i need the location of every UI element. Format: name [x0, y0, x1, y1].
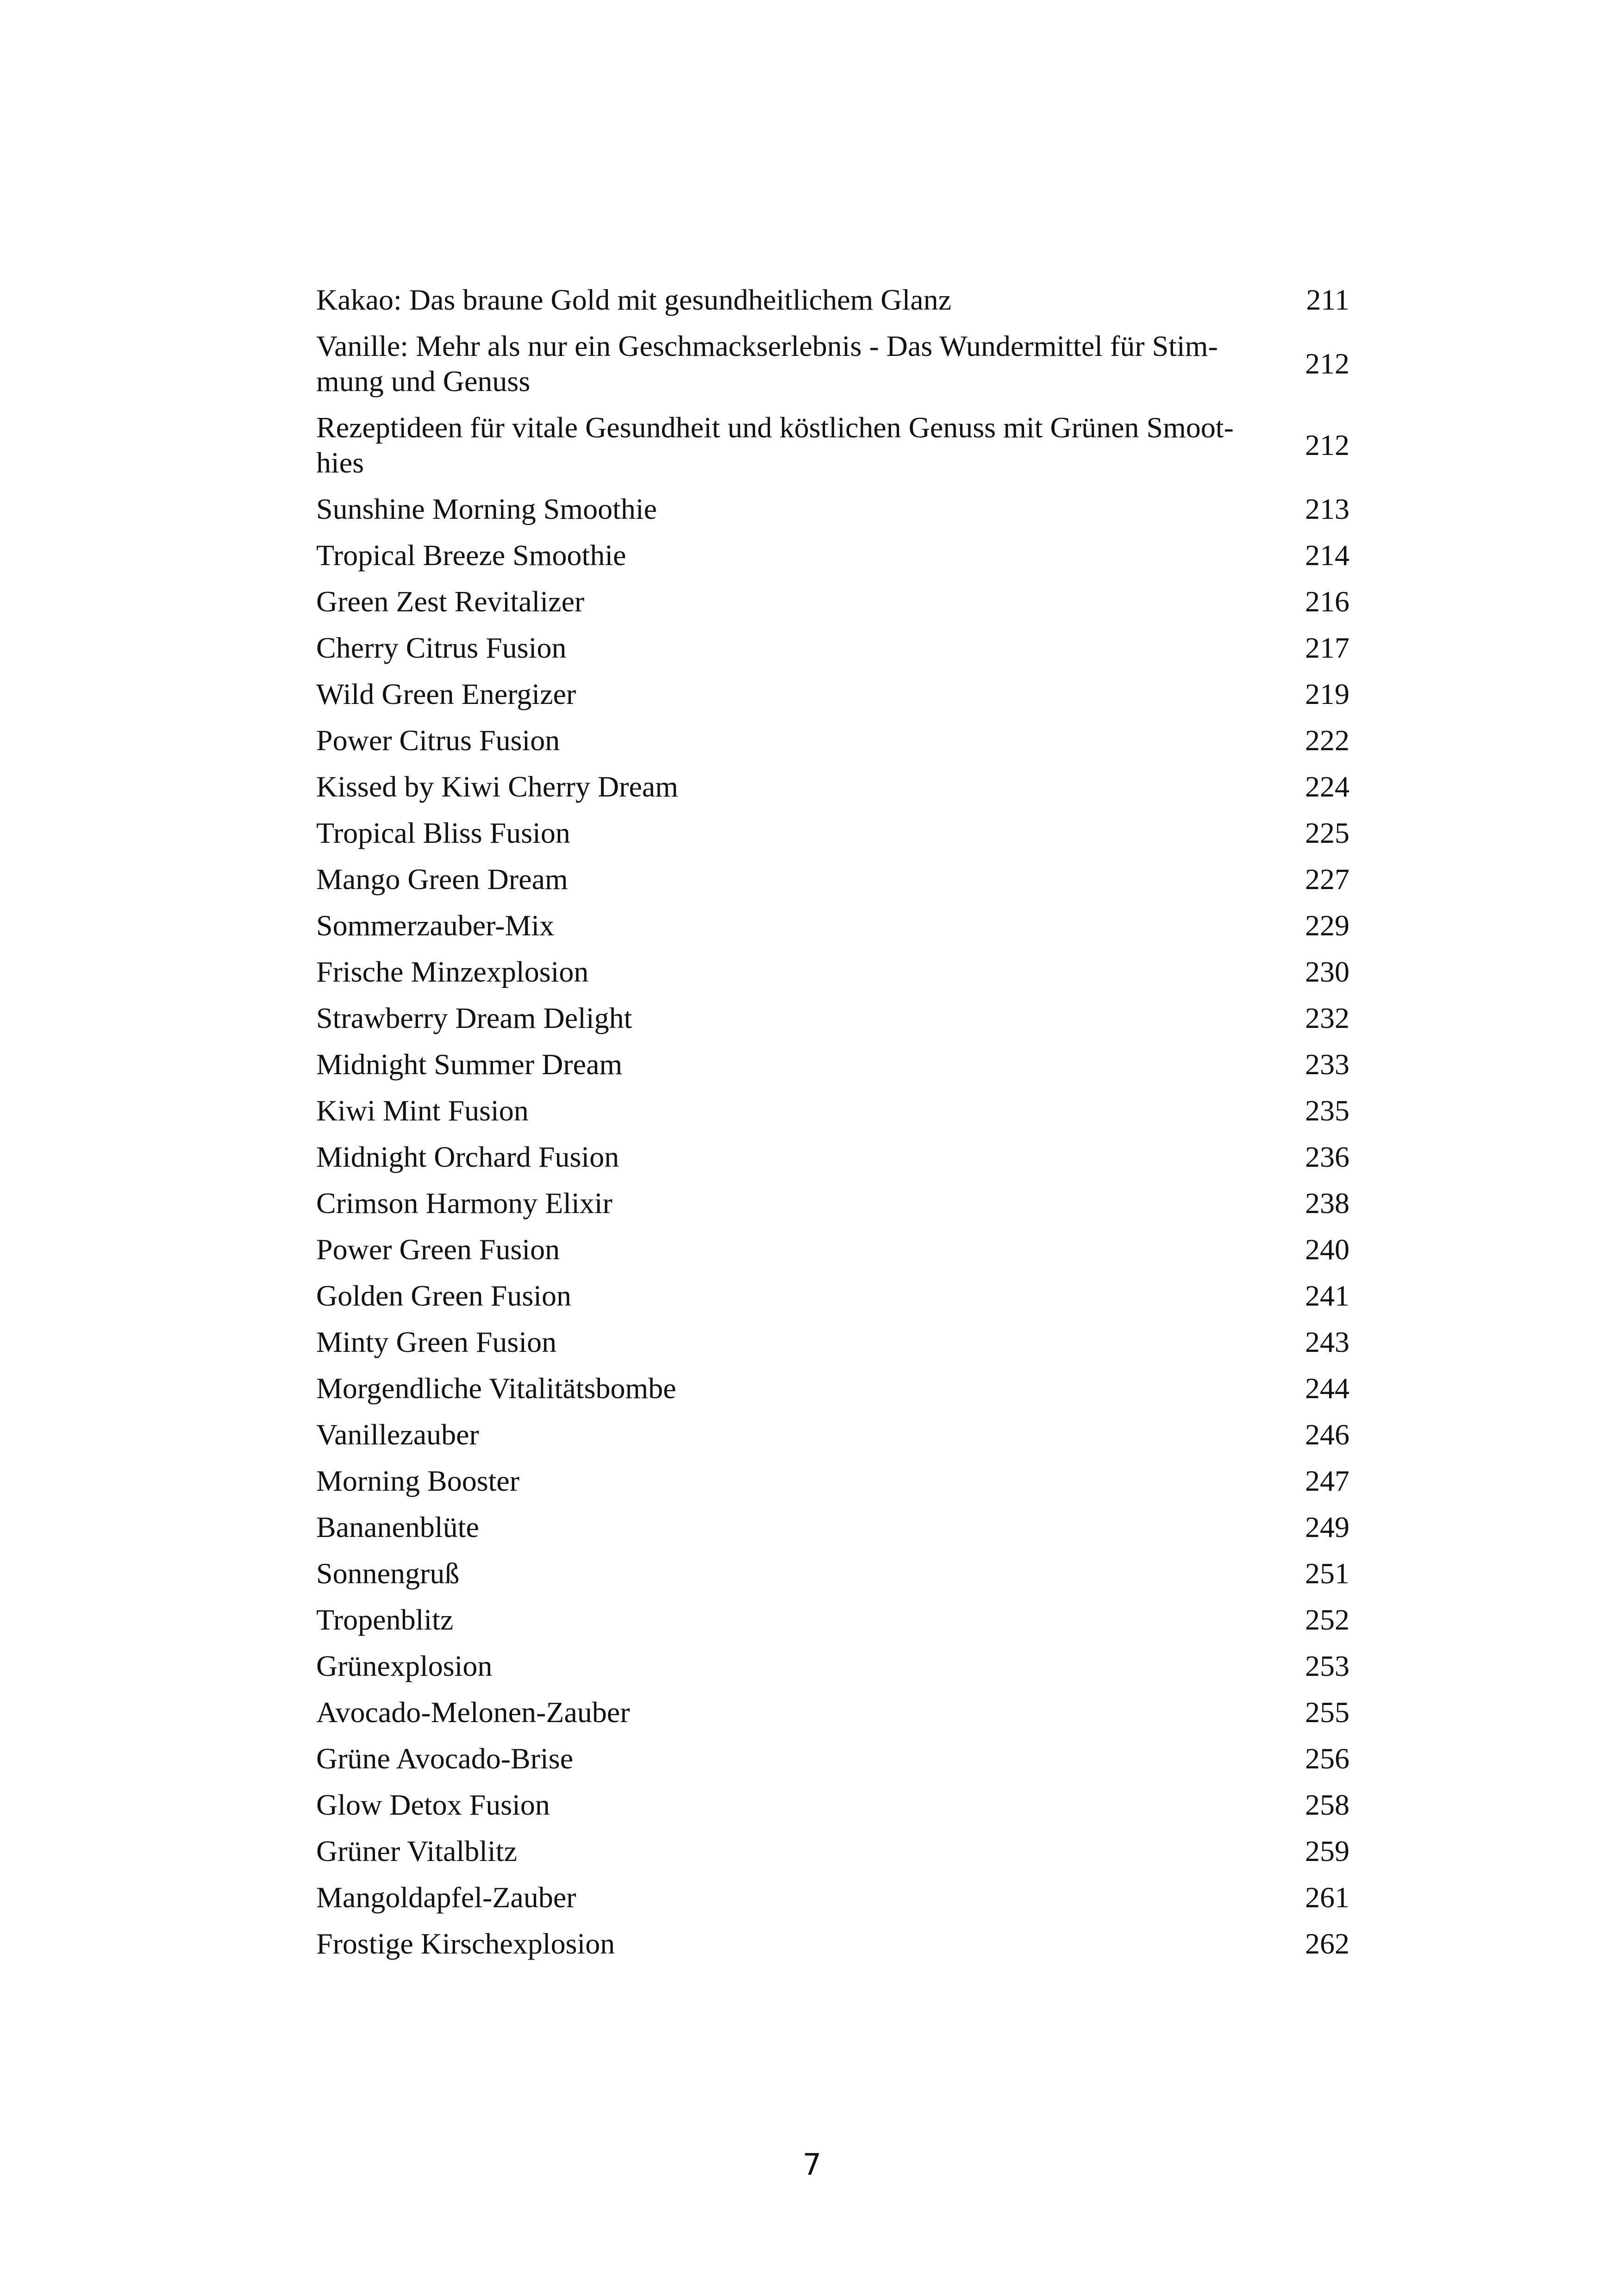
- toc-entry-title: Cherry Citrus Fusion: [316, 631, 567, 664]
- toc-entry[interactable]: [316, 532, 1349, 579]
- page-number: 7: [802, 2148, 822, 2182]
- toc-entry[interactable]: [316, 1041, 1349, 1088]
- toc-entry[interactable]: [316, 277, 1349, 323]
- toc-entry-page: 213: [1305, 492, 1349, 525]
- toc-entry[interactable]: [316, 1226, 1349, 1273]
- toc-entry-page: 251: [1305, 1557, 1349, 1590]
- toc-entry-title: Sunshine Morning Smoothie: [316, 492, 657, 525]
- toc-entry[interactable]: [316, 1504, 1349, 1550]
- toc-entry[interactable]: [316, 1643, 1349, 1689]
- toc-entry[interactable]: [316, 1273, 1349, 1319]
- toc-entry[interactable]: [316, 1180, 1349, 1226]
- toc-entry-page: 225: [1305, 816, 1349, 849]
- toc-entry-title: Crimson Harmony Elixir: [316, 1187, 612, 1220]
- toc-entry-page: 244: [1305, 1372, 1349, 1405]
- toc-entry-page: 219: [1305, 678, 1349, 710]
- toc-entry-page: 230: [1305, 955, 1349, 988]
- toc-entry-title: Sommerzauber-Mix: [316, 909, 555, 942]
- toc-entry-page: 212: [1305, 429, 1349, 461]
- toc-entry-page: 227: [1305, 863, 1349, 896]
- toc-entry-page: 222: [1305, 724, 1349, 757]
- toc-entry[interactable]: [316, 486, 1349, 532]
- toc-entry-title: Vanille: Mehr als nur ein Geschmackserlebnis - Das Wundermittel für Stim- mung und Genuss: [316, 330, 1218, 398]
- toc-entry-title: Tropical Bliss Fusion: [316, 816, 570, 849]
- toc-entry-page: 262: [1305, 1927, 1349, 1960]
- toc-entry[interactable]: [316, 1365, 1349, 1412]
- toc-entry-page: 229: [1305, 909, 1349, 942]
- toc-entry[interactable]: [316, 1458, 1349, 1504]
- toc-entry-page: 236: [1305, 1140, 1349, 1173]
- toc-entry-page: 253: [1305, 1649, 1349, 1682]
- toc-entry-page: 211: [1306, 283, 1349, 316]
- toc-entry-title: Tropical Breeze Smoothie: [316, 539, 626, 572]
- toc-entry-page: 256: [1305, 1742, 1349, 1775]
- toc-entry-page: 241: [1305, 1279, 1349, 1312]
- table-of-contents: [316, 277, 1349, 1967]
- toc-entry[interactable]: [316, 810, 1349, 856]
- toc-entry[interactable]: [316, 1689, 1349, 1736]
- toc-entry[interactable]: [316, 1921, 1349, 1967]
- toc-entry-page: 214: [1305, 539, 1349, 572]
- toc-entry-title: Vanillezauber: [316, 1418, 479, 1451]
- toc-entry-title: Midnight Summer Dream: [316, 1048, 623, 1081]
- toc-entry-page: 224: [1305, 770, 1349, 803]
- toc-entry[interactable]: [316, 1319, 1349, 1365]
- toc-entry[interactable]: [316, 1736, 1349, 1782]
- toc-entry-title: Morgendliche Vitalitätsbombe: [316, 1372, 676, 1405]
- toc-entry-title: Tropenblitz: [316, 1603, 454, 1636]
- toc-entry-title: Golden Green Fusion: [316, 1279, 572, 1312]
- toc-entry[interactable]: [316, 856, 1349, 902]
- toc-entry-title: Rezeptideen für vitale Gesundheit und köstlichen Genuss mit Grünen Smoot- hies: [316, 411, 1234, 479]
- toc-entry-title: Power Green Fusion: [316, 1233, 560, 1266]
- toc-entry-title: Power Citrus Fusion: [316, 724, 560, 757]
- toc-entry[interactable]: [316, 1874, 1349, 1921]
- toc-entry-title: Glow Detox Fusion: [316, 1788, 550, 1821]
- toc-entry-title: Sonnengruß: [316, 1557, 460, 1590]
- toc-entry-page: 247: [1305, 1464, 1349, 1497]
- toc-entry-title: Kiwi Mint Fusion: [316, 1094, 529, 1127]
- toc-entry[interactable]: [316, 1088, 1349, 1134]
- toc-entry-page: 243: [1305, 1325, 1349, 1358]
- toc-entry-page: 259: [1305, 1835, 1349, 1867]
- toc-entry-page: 238: [1305, 1187, 1349, 1220]
- toc-entry-title: Avocado-Melonen-Zauber: [316, 1696, 630, 1729]
- toc-entry[interactable]: [316, 671, 1349, 717]
- toc-entry-page: 258: [1305, 1788, 1349, 1821]
- toc-entry-title: Mangoldapfel-Zauber: [316, 1881, 576, 1914]
- toc-entry-title: Minty Green Fusion: [316, 1325, 557, 1358]
- toc-entry-page: 252: [1305, 1603, 1349, 1636]
- toc-entry-page: 233: [1305, 1048, 1349, 1081]
- toc-entry[interactable]: [316, 1828, 1349, 1874]
- toc-entry-page: 249: [1305, 1511, 1349, 1543]
- toc-entry-title: Grüner Vitalblitz: [316, 1835, 517, 1867]
- toc-entry-title: Bananenblüte: [316, 1511, 479, 1543]
- toc-entry-title: Green Zest Revitalizer: [316, 585, 585, 618]
- toc-entry-title: Strawberry Dream Delight: [316, 1002, 632, 1034]
- toc-entry[interactable]: [316, 902, 1349, 949]
- toc-entry[interactable]: [316, 1597, 1349, 1643]
- toc-entry[interactable]: [316, 625, 1349, 671]
- toc-entry-title: Kakao: Das braune Gold mit gesundheitlichem Glanz: [316, 283, 952, 316]
- toc-entry-title: Grüne Avocado-Brise: [316, 1742, 574, 1775]
- toc-entry-title: Kissed by Kiwi Cherry Dream: [316, 770, 679, 803]
- toc-entry-page: 212: [1305, 347, 1349, 380]
- toc-entry[interactable]: [316, 717, 1349, 764]
- toc-entry-page: 255: [1305, 1696, 1349, 1729]
- toc-entry-title: Morning Booster: [316, 1464, 520, 1497]
- toc-entry-page: 217: [1305, 631, 1349, 664]
- toc-entry-title: Mango Green Dream: [316, 863, 568, 896]
- toc-entry-page: 232: [1305, 1002, 1349, 1034]
- toc-entry-page: 246: [1305, 1418, 1349, 1451]
- toc-entry[interactable]: [316, 1134, 1349, 1180]
- toc-entry-title: Grünexplosion: [316, 1649, 493, 1682]
- toc-entry[interactable]: [316, 1412, 1349, 1458]
- toc-entry[interactable]: [316, 764, 1349, 810]
- toc-entry-title: Frostige Kirschexplosion: [316, 1927, 615, 1960]
- toc-entry-title: Midnight Orchard Fusion: [316, 1140, 619, 1173]
- toc-entry[interactable]: [316, 995, 1349, 1041]
- toc-entry-page: 235: [1305, 1094, 1349, 1127]
- toc-entry[interactable]: [316, 323, 1349, 404]
- toc-entry-page: 216: [1305, 585, 1349, 618]
- toc-entry[interactable]: [316, 579, 1349, 625]
- toc-entry-page: 261: [1305, 1881, 1349, 1914]
- toc-entry[interactable]: [316, 404, 1349, 486]
- toc-entry-title: Wild Green Energizer: [316, 678, 576, 710]
- toc-entry-page: 240: [1305, 1233, 1349, 1266]
- toc-entry[interactable]: [316, 949, 1349, 995]
- toc-entry[interactable]: [316, 1782, 1349, 1828]
- toc-entry[interactable]: [316, 1550, 1349, 1597]
- toc-entry-title: Frische Minzexplosion: [316, 955, 589, 988]
